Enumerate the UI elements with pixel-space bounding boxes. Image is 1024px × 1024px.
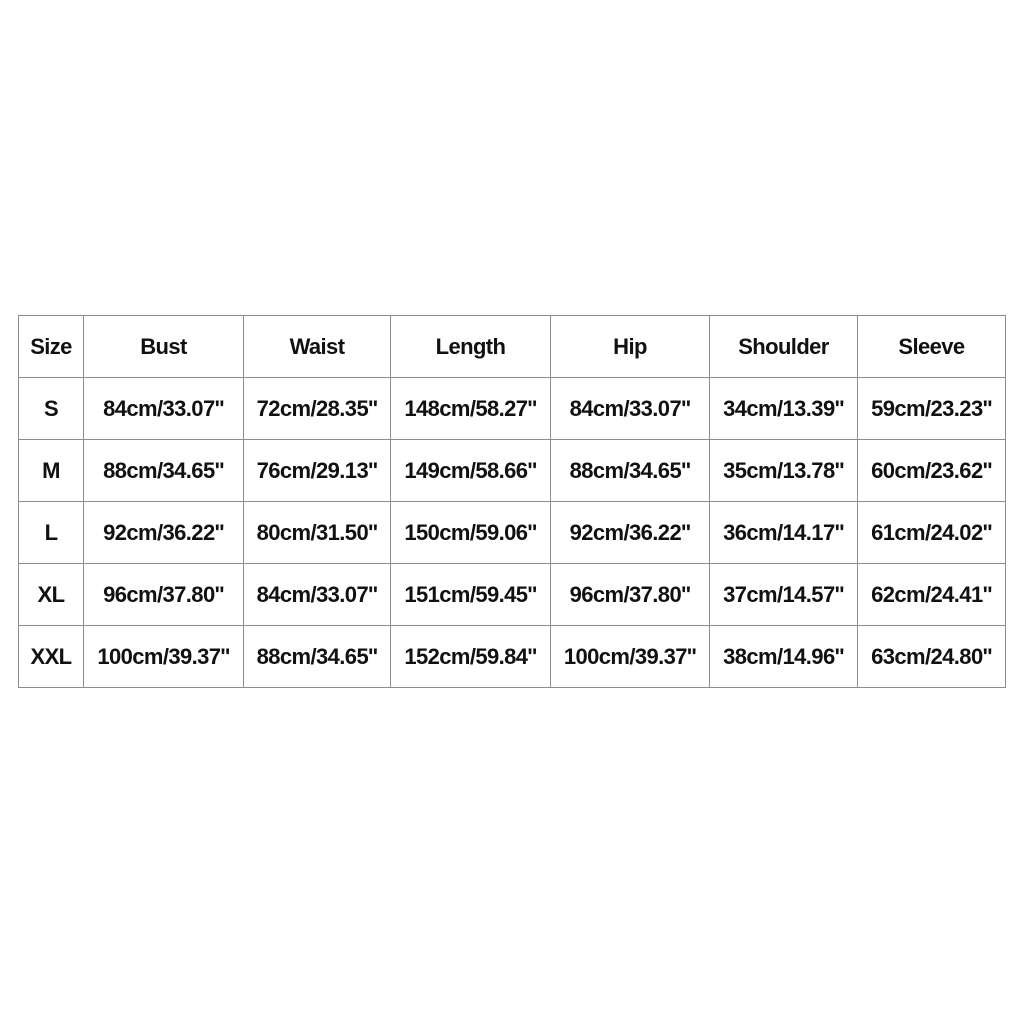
cell-waist: 72cm/28.35'' bbox=[244, 378, 391, 440]
cell-sleeve: 62cm/24.41'' bbox=[858, 564, 1006, 626]
cell-waist: 84cm/33.07'' bbox=[244, 564, 391, 626]
cell-size: S bbox=[19, 378, 84, 440]
cell-shoulder: 37cm/14.57'' bbox=[710, 564, 858, 626]
table-row bbox=[19, 564, 1006, 626]
table-row bbox=[19, 502, 1006, 564]
cell-bust: 84cm/33.07'' bbox=[84, 378, 244, 440]
table-row bbox=[19, 378, 1006, 440]
cell-length: 152cm/59.84'' bbox=[391, 626, 551, 688]
header-sleeve: Sleeve bbox=[858, 316, 1006, 378]
size-chart-table bbox=[18, 315, 1006, 688]
cell-length: 151cm/59.45'' bbox=[391, 564, 551, 626]
cell-size: M bbox=[19, 440, 84, 502]
cell-bust: 100cm/39.37'' bbox=[84, 626, 244, 688]
cell-shoulder: 35cm/13.78'' bbox=[710, 440, 858, 502]
cell-bust: 92cm/36.22'' bbox=[84, 502, 244, 564]
cell-length: 150cm/59.06'' bbox=[391, 502, 551, 564]
cell-hip: 92cm/36.22'' bbox=[551, 502, 710, 564]
cell-size: XL bbox=[19, 564, 84, 626]
header-hip: Hip bbox=[551, 316, 710, 378]
header-shoulder: Shoulder bbox=[710, 316, 858, 378]
cell-hip: 84cm/33.07'' bbox=[551, 378, 710, 440]
table-row bbox=[19, 440, 1006, 502]
cell-length: 148cm/58.27'' bbox=[391, 378, 551, 440]
cell-waist: 88cm/34.65'' bbox=[244, 626, 391, 688]
cell-shoulder: 36cm/14.17'' bbox=[710, 502, 858, 564]
cell-sleeve: 59cm/23.23'' bbox=[858, 378, 1006, 440]
cell-sleeve: 63cm/24.80'' bbox=[858, 626, 1006, 688]
header-waist: Waist bbox=[244, 316, 391, 378]
cell-length: 149cm/58.66'' bbox=[391, 440, 551, 502]
header-length: Length bbox=[391, 316, 551, 378]
cell-waist: 80cm/31.50'' bbox=[244, 502, 391, 564]
table-row bbox=[19, 626, 1006, 688]
cell-bust: 96cm/37.80'' bbox=[84, 564, 244, 626]
cell-waist: 76cm/29.13'' bbox=[244, 440, 391, 502]
cell-hip: 88cm/34.65'' bbox=[551, 440, 710, 502]
header-size: Size bbox=[19, 316, 84, 378]
cell-sleeve: 61cm/24.02'' bbox=[858, 502, 1006, 564]
cell-shoulder: 34cm/13.39'' bbox=[710, 378, 858, 440]
cell-shoulder: 38cm/14.96'' bbox=[710, 626, 858, 688]
cell-size: XXL bbox=[19, 626, 84, 688]
cell-hip: 100cm/39.37'' bbox=[551, 626, 710, 688]
cell-bust: 88cm/34.65'' bbox=[84, 440, 244, 502]
cell-sleeve: 60cm/23.62'' bbox=[858, 440, 1006, 502]
header-bust: Bust bbox=[84, 316, 244, 378]
cell-hip: 96cm/37.80'' bbox=[551, 564, 710, 626]
table-header-row bbox=[19, 316, 1006, 378]
cell-size: L bbox=[19, 502, 84, 564]
